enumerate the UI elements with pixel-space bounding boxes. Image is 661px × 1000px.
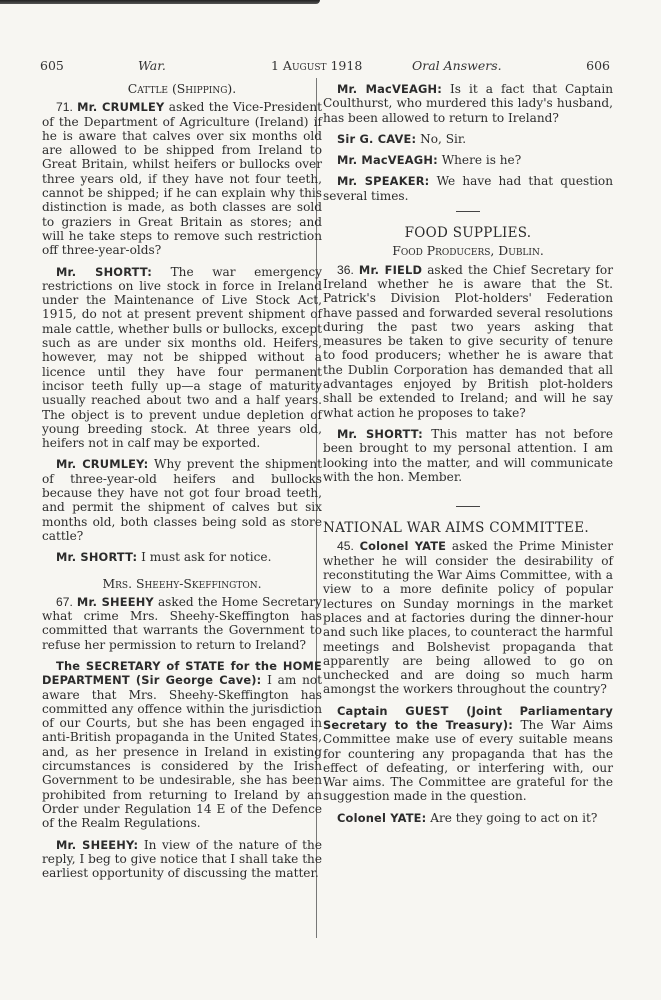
speaker-name: Mr. CRUMLEY bbox=[77, 100, 165, 115]
speaker-name: Mr. SHORTT: bbox=[56, 550, 138, 565]
speaker-name: Mr. SHEEHY: bbox=[56, 837, 139, 852]
question-36: 36. Mr. FIELD asked the Chief Secretary for Ireland whether he is aware that the St. Patrick's Division Plot-holders' Federation have passed and forwarded several resolutions during the past two years asking that measures be taken to give security of tenure to food producers; whether he is aware that the Dublin Corporation has demanded that all advantages enjoyed by British plot-holders shall be extended to Ireland; and will he say what action he proposes to take? bbox=[323, 262, 613, 420]
speaker-name: Colonel YATE: bbox=[337, 810, 427, 825]
answer-71: Mr. SHORTT: The war emergency restrictions on live stock in force in Ireland under the Maintenance of Live Stock Act, 1915, do not at present prevent shipment of male cattle, whether bulls or bullocks, except such as are under six months old. Heifers, however, may not be shipped without a licence until they have four permanent incisor teeth fully up—a stage of maturity usually reached about two and a half years. The object is to prevent undue depletion of young breeding stock. At three years old, heifers not in calf may be exported. bbox=[42, 264, 323, 451]
page-header bbox=[40, 58, 610, 76]
running-title-left: War. bbox=[138, 58, 166, 73]
supplementary-sheehy: Mr. SHEEHY: In view of the nature of the reply, I beg to give notice that I shall take the earliest opportunity of discussing the matter. bbox=[42, 837, 322, 881]
header-date: 1 August 1918 bbox=[271, 58, 363, 73]
section-heading-food-supplies: FOOD SUPPLIES. bbox=[404, 225, 532, 242]
supplementary-macveagh: Mr. MacVEAGH: Is it a fact that Captain Coulthurst, who murdered this lady's husband, has been allowed to return to Ireland? bbox=[323, 82, 613, 125]
speaker-ruling: Mr. SPEAKER: We have had that question several times. bbox=[323, 174, 614, 203]
section-heading-cattle: Cattle (Shipping). bbox=[127, 81, 237, 96]
speaker-name: Mr. MacVEAGH: bbox=[337, 153, 438, 168]
speaker-name: Mr. SHEEHY bbox=[76, 594, 154, 609]
subheading-food-producers: Food Producers, Dublin. bbox=[392, 243, 544, 259]
supplementary-yate: Colonel YATE: Are they going to act on it? bbox=[337, 810, 598, 825]
answer-45: Captain GUEST (Joint Parliamentary Secretary to the Treasury): The War Aims Committee make use of every suitable means for countering any propaganda that has the effect of defeating, or interfering with, our War aims. The Committee are grateful for the suggestion made in the question. bbox=[323, 703, 613, 804]
supplementary-crumley: Mr. CRUMLEY: Why prevent the shipment of three-year-old heifers and bullocks because they have not got four broad teeth, and permit the shipment of calves but six months old, both classes being sold as store cattle? bbox=[42, 457, 322, 543]
speaker-name: Mr. CRUMLEY: bbox=[56, 457, 149, 472]
speaker-name: Captain GUEST (Joint Parliamentary Secretary to the Treasury): bbox=[323, 703, 613, 732]
section-heading-sheehy-skeffington: Mrs. Sheehy-Skeffington. bbox=[102, 575, 262, 591]
left-column bbox=[42, 82, 322, 887]
page-number-left: 605 bbox=[40, 58, 64, 73]
speaker-name: Mr. MacVEAGH: bbox=[337, 82, 443, 96]
speaker-name: Mr. SHORTT: bbox=[337, 426, 423, 441]
answer-67: The SECRETARY of STATE for the HOME DEPARTMENT (Sir George Cave): I am not aware that Mrs. Sheehy-Skeffington has committed any offence within the jurisdiction of our Courts, but she has been engaged in anti-British propaganda in the United States, and, as her presence in Ireland in existing circumstances is considered by the Irish Government to be undesirable, she has been prohibited from returning to Ireland by an Order under Regulation 14 E of the Defence of the Realm Regulations. bbox=[42, 658, 322, 831]
speaker-name: Colonel YATE bbox=[359, 539, 447, 554]
reply-shortt: Mr. SHORTT: I must ask for notice. bbox=[56, 550, 272, 565]
supplementary-macveagh-2: Mr. MacVEAGH: Where is he? bbox=[337, 153, 522, 168]
right-column bbox=[323, 82, 613, 832]
reply-cave: Sir G. CAVE: No, Sir. bbox=[337, 131, 467, 146]
question-71: 71. Mr. CRUMLEY asked the Vice-President of the Department of Agriculture (Ireland) if he is aware that calves over six months old are allowed to be shipped from Ireland to Great Britain, whilst heifers or bullocks over three years old, if they have not four teeth, cannot be shipped; if he can explain why this distinction is made, as both classes are sold to graziers in Great Britain as stores; and will he take steps to remove such restriction off three-year-olds? bbox=[42, 100, 322, 258]
running-title-right: Oral Answers. bbox=[412, 58, 502, 73]
speaker-name: Mr. SPEAKER: bbox=[337, 174, 430, 189]
speaker-name: Sir G. CAVE: bbox=[337, 131, 417, 146]
section-rule bbox=[456, 506, 480, 507]
section-heading-war-aims: NATIONAL WAR AIMS COMMITTEE. bbox=[323, 520, 589, 537]
question-45: 45. Colonel YATE asked the Prime Minister whether he will consider the desirability of reconstituting the War Aims Committee, with a view to a more definite policy of popular lectures on Sunday mornings in the market places and at factories during the dinner-hour and such like places, to counteract the harmful meetings and Bolshevist propaganda that apparently are being allowed to go on unchecked and are doing so much harm amongst the workers throughout the country? bbox=[323, 539, 613, 697]
speaker-name: Mr. FIELD bbox=[358, 262, 423, 277]
speaker-name: The SECRETARY of STATE for the HOME DEPARTMENT (Sir George Cave): bbox=[42, 658, 322, 688]
section-rule bbox=[456, 211, 480, 212]
speaker-name: Mr. SHORTT: bbox=[56, 264, 152, 279]
scan-edge-bar bbox=[0, 0, 320, 4]
question-67: 67. Mr. SHEEHY asked the Home Secretary what crime Mrs. Sheehy-Skeffington has committed that warrants the Government to refuse her permission to return to Ireland? bbox=[42, 594, 322, 652]
page-number-right: 606 bbox=[586, 58, 610, 73]
answer-36: Mr. SHORTT: This matter has not before been brought to my personal attention. I am looking into the matter, and will communicate with the hon. Member. bbox=[323, 426, 614, 484]
